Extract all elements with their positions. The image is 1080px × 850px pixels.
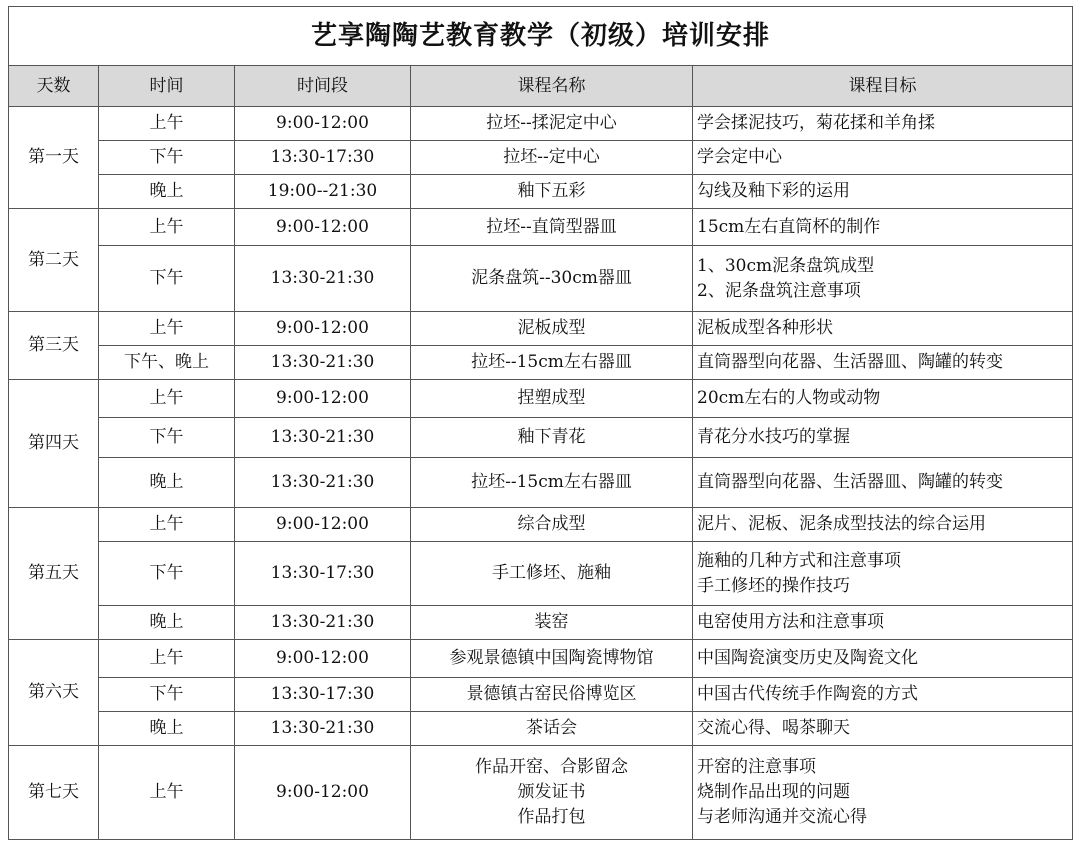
table-row <box>9 346 1073 380</box>
goal-cell <box>693 606 1073 640</box>
time-cell: 晚上 <box>99 175 235 209</box>
goal-line: 15cm左右直筒杯的制作 <box>697 216 881 237</box>
goal-cell <box>693 107 1073 141</box>
table-row <box>9 418 1073 458</box>
course-cell <box>411 209 693 246</box>
table-row <box>9 380 1073 418</box>
time-cell: 下午 <box>99 542 235 606</box>
table-row <box>9 141 1073 175</box>
goal-line: 中国古代传统手作陶瓷的方式 <box>697 684 918 704</box>
time-cell: 上午 <box>99 508 235 542</box>
course-cell <box>411 640 693 678</box>
header-row <box>9 66 1073 107</box>
time-cell: 下午、晚上 <box>99 346 235 380</box>
course-cell <box>411 606 693 640</box>
goal-cell <box>693 246 1073 312</box>
goal-line: 与老师沟通并交流心得 <box>697 807 867 827</box>
time-cell: 上午 <box>99 107 235 141</box>
course-cell <box>411 712 693 746</box>
goal-cell <box>693 380 1073 418</box>
period-cell: 13:30-17:30 <box>235 542 411 606</box>
period-cell: 9:00-12:00 <box>235 380 411 418</box>
goal-line: 学会定中心 <box>697 147 782 167</box>
goal-cell <box>693 542 1073 606</box>
day-label: 第六天 <box>9 640 99 746</box>
period-cell: 9:00-12:00 <box>235 209 411 246</box>
goal-cell <box>693 712 1073 746</box>
course-cell <box>411 346 693 380</box>
goal-line: 手工修坯的操作技巧 <box>697 575 850 596</box>
table-title: 艺享陶陶艺教育教学（初级）培训安排 <box>9 7 1073 66</box>
course-line: 釉下五彩 <box>517 181 586 201</box>
goal-cell <box>693 312 1073 346</box>
goal-line: 20cm左右的人物或动物 <box>697 388 881 408</box>
schedule-body <box>9 107 1073 840</box>
time-cell: 上午 <box>99 640 235 678</box>
header-goal: 课程目标 <box>693 66 1073 107</box>
goal-line: 1、30cm泥条盘筑成型 <box>697 255 875 276</box>
table-row <box>9 712 1073 746</box>
period-cell: 13:30-21:30 <box>235 458 411 508</box>
table-row <box>9 246 1073 312</box>
period-cell: 13:30-17:30 <box>235 678 411 712</box>
course-line: 拉坯--15cm左右器皿 <box>471 472 632 492</box>
period-cell: 9:00-12:00 <box>235 107 411 141</box>
table-row <box>9 458 1073 508</box>
goal-line: 中国陶瓷演变历史及陶瓷文化 <box>697 648 918 668</box>
goal-line: 学会揉泥技巧，菊花揉和羊角揉 <box>697 113 935 133</box>
goal-line: 泥片、泥板、泥条成型技法的综合运用 <box>697 514 986 534</box>
goal-line: 直筒器型向花器、生活器皿、陶罐的转变 <box>697 472 1003 492</box>
goal-line: 勾线及釉下彩的运用 <box>697 181 850 201</box>
day-label: 第五天 <box>9 508 99 640</box>
period-cell: 13:30-17:30 <box>235 141 411 175</box>
day-label: 第七天 <box>9 746 99 840</box>
goal-cell <box>693 746 1073 840</box>
goal-line: 直筒器型向花器、生活器皿、陶罐的转变 <box>697 352 1003 372</box>
course-line: 拉坯--15cm左右器皿 <box>471 352 632 372</box>
course-line: 拉坯--定中心 <box>503 147 600 167</box>
goal-cell <box>693 175 1073 209</box>
table-row <box>9 312 1073 346</box>
day-label: 第三天 <box>9 312 99 380</box>
header-period: 时间段 <box>235 66 411 107</box>
goal-cell <box>693 209 1073 246</box>
period-cell: 9:00-12:00 <box>235 312 411 346</box>
course-line: 泥板成型 <box>517 318 586 338</box>
goal-line: 烧制作品出现的问题 <box>697 782 850 802</box>
course-line: 装窑 <box>534 612 569 632</box>
time-cell: 下午 <box>99 678 235 712</box>
header-time: 时间 <box>99 66 235 107</box>
day-label: 第二天 <box>9 209 99 312</box>
period-cell: 19:00--21:30 <box>235 175 411 209</box>
day-label: 第四天 <box>9 380 99 508</box>
course-line: 捏塑成型 <box>517 388 586 408</box>
period-cell: 13:30-21:30 <box>235 418 411 458</box>
course-cell <box>411 312 693 346</box>
time-cell: 晚上 <box>99 606 235 640</box>
table-row <box>9 678 1073 712</box>
course-line: 拉坯--直筒型器皿 <box>486 216 617 237</box>
table-row <box>9 640 1073 678</box>
course-cell <box>411 542 693 606</box>
course-cell <box>411 380 693 418</box>
course-cell <box>411 418 693 458</box>
goal-cell <box>693 458 1073 508</box>
time-cell: 上午 <box>99 312 235 346</box>
course-line: 茶话会 <box>526 718 577 738</box>
goal-line: 交流心得、喝茶聊天 <box>697 718 850 738</box>
time-cell: 下午 <box>99 141 235 175</box>
period-cell: 9:00-12:00 <box>235 746 411 840</box>
goal-cell <box>693 418 1073 458</box>
time-cell: 上午 <box>99 209 235 246</box>
course-cell <box>411 746 693 840</box>
course-line: 作品打包 <box>517 807 586 827</box>
table-row <box>9 107 1073 141</box>
course-cell <box>411 141 693 175</box>
goal-cell <box>693 640 1073 678</box>
time-cell: 上午 <box>99 746 235 840</box>
course-cell <box>411 246 693 312</box>
course-cell <box>411 107 693 141</box>
table-row <box>9 175 1073 209</box>
period-cell: 13:30-21:30 <box>235 606 411 640</box>
goal-cell <box>693 141 1073 175</box>
goal-line: 2、泥条盘筑注意事项 <box>697 280 861 301</box>
course-cell <box>411 508 693 542</box>
time-cell: 晚上 <box>99 458 235 508</box>
course-line: 拉坯--揉泥定中心 <box>486 113 617 133</box>
course-cell <box>411 678 693 712</box>
time-cell: 下午 <box>99 418 235 458</box>
period-cell: 13:30-21:30 <box>235 346 411 380</box>
course-line: 釉下青花 <box>517 427 586 447</box>
table-row <box>9 746 1073 840</box>
header-course: 课程名称 <box>411 66 693 107</box>
course-line: 综合成型 <box>517 514 586 534</box>
goal-cell <box>693 678 1073 712</box>
table-row <box>9 209 1073 246</box>
table-row <box>9 542 1073 606</box>
course-line: 泥条盘筑--30cm器皿 <box>471 268 632 288</box>
table-row <box>9 508 1073 542</box>
goal-line: 施釉的几种方式和注意事项 <box>697 550 901 571</box>
period-cell: 9:00-12:00 <box>235 508 411 542</box>
time-cell: 晚上 <box>99 712 235 746</box>
time-cell: 下午 <box>99 246 235 312</box>
table-row <box>9 606 1073 640</box>
course-line: 手工修坯、施釉 <box>492 563 611 583</box>
course-cell <box>411 458 693 508</box>
period-cell: 13:30-21:30 <box>235 246 411 312</box>
goal-cell <box>693 346 1073 380</box>
period-cell: 9:00-12:00 <box>235 640 411 678</box>
course-cell <box>411 175 693 209</box>
goal-line: 电窑使用方法和注意事项 <box>697 612 884 632</box>
course-line: 颁发证书 <box>517 782 586 802</box>
goal-line: 开窑的注意事项 <box>697 757 816 777</box>
course-line: 参观景德镇中国陶瓷博物馆 <box>449 648 654 668</box>
day-label: 第一天 <box>9 107 99 209</box>
goal-line: 泥板成型各种形状 <box>697 318 833 338</box>
course-line: 景德镇古窑民俗博览区 <box>466 684 637 704</box>
course-line: 作品开窑、合影留念 <box>475 757 628 777</box>
goal-cell <box>693 508 1073 542</box>
goal-line: 青花分水技巧的掌握 <box>697 427 850 447</box>
time-cell: 上午 <box>99 380 235 418</box>
schedule-table <box>8 6 1073 840</box>
period-cell: 13:30-21:30 <box>235 712 411 746</box>
header-day: 天数 <box>9 66 99 107</box>
